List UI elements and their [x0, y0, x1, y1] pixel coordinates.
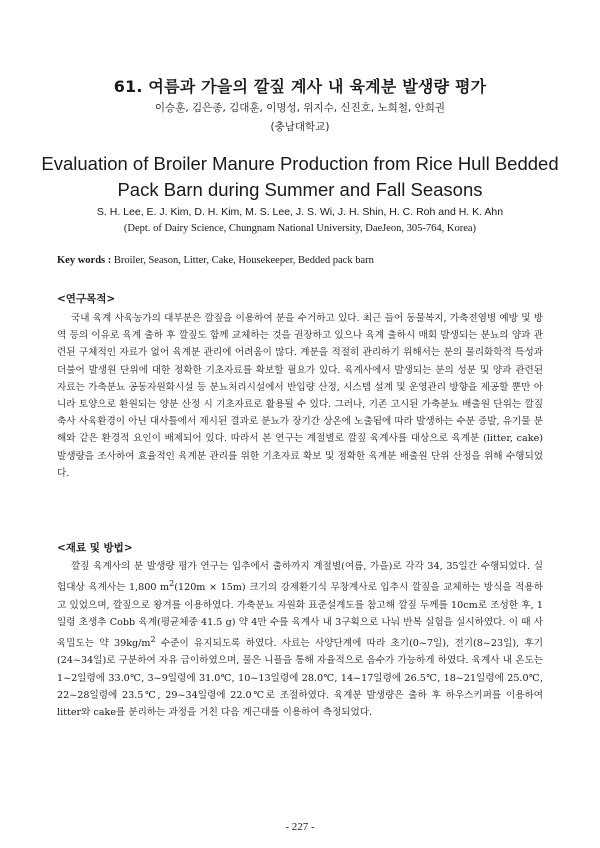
section-heading-objective: <연구목적> — [57, 293, 116, 305]
objective-paragraph: 국내 육계 사육농가의 대부분은 깔짚을 이용하여 분을 수거하고 있다. 최근 들어 동물복지, 가축전염병 예방 및 방역 등의 이유로 육계 출하 후 깔짚도 함께 교체하는 것을 권장하고 있으나 육계 출하시 매회 발생되는 분뇨의 양과 관련된 구체적인 자료가 없어 육계분 관리에 어려움이 많다. 계분을 적절히 관리하기 위해서는 분의 물리화학적 특성과 더불어 발생원 단위에 대한 정확한 기초자료를 확보할 필요가 있다. 육계사에서 발생되는 분의 성분 및 양과 관련된 자료는 가축분뇨 공동자원화시설 등 분뇨처리시설에서 반입량 산정, 시스템 설계 및 운영관리 방향을 제공할 뿐만 아니라 토양으로 환원되는 양분 산정 시 기초자료로 활용될 수 있다. 그러나, 기존 고시된 가축분뇨 배출원 단위는 깔짚 축사 사육환경이 아닌 대사틀에서 제시된 결과로 분뇨가 장기간 상온에 노출됨에 따라 발생하는 수분 증발, 유기물 분해와 같은 환경적 요인이 배제되어 있다. 따라서 본 연구는 계절별로 깔짚 육계사를 대상으로 육계분 (litter, cake) 발생량을 조사하여 효율적인 육계분 관리를 위한 기초자료 확보 및 정확한 육계분 배출원 단위 산정을 위해 수행되었다. — [57, 313, 543, 479]
methods-text-2: (120m × 15m) 크기의 강제환기식 무창계사로 입추시 깔짚을 교체하는 방식을 적용하고 있었으며, 깔짚으로 왕겨를 이용하였다. 가축분뇨 자원화 표준설계도를 참고해 깔짚 두께를 10cm로 조성한 후, 1일령 초생추 Cobb 육계(평균체중 41.5 g) 약 4만 수를 육계사 내 3구획으로 나눠 반복 실험을 실시하였다. 이 때 사육밀도는 약 39kg/m — [57, 582, 543, 650]
keywords-line — [57, 255, 557, 266]
korean-authors: 이승훈, 김은종, 김대훈, 이명성, 위지수, 신진호, 노희철, 안희권 — [154, 102, 446, 114]
english-affiliation: (Dept. of Dairy Science, Chungnam National University, DaeJeon, 305-764, Korea) — [123, 223, 477, 234]
methods-text-3: 수준이 유지되도록 하였다. 사료는 사양단계에 따라 초기(0~7일), 전기(8~23일), 후기(24~34일)로 구분하여 자유 급이하였으며, 물은 니플을 통해 자율적으로 음수가 가능하게 하였다. 육계사 내 온도는 1~2일령에 33.0℃, 3~9일령에 31.0℃, 10~13일령에 28.0℃, 14~17일령에 26.5℃, 18~21일령에 25.0℃, 22~28일령에 23.5℃, 29~34일령에 22.0℃로 조절하였다. 육계분 발생량은 출하 후 하우스키퍼를 이용하여 litter와 cake를 분리하는 과정을 거친 다음 계근대를 이용하여 측정되었다. — [57, 638, 543, 718]
section-body-methods — [57, 558, 543, 721]
methods-text-1: 깔짚 육계사의 분 발생량 평가 연구는 입추에서 출하까지 계절별(여름, 가을)로 각각 34, 35일간 수행되었다. 실험대상 육계사는 1,800 m — [57, 561, 543, 594]
page-number: - 227 - — [285, 821, 315, 833]
korean-affiliation: (충남대학교) — [270, 121, 330, 133]
english-authors: S. H. Lee, E. J. Kim, D. H. Kim, M. S. Lee, J. S. Wi, J. H. Shin, H. C. Roh and H. K. Ahn — [96, 206, 504, 218]
keywords-label: Key words : — [57, 255, 112, 266]
korean-title: 61. 여름과 가을의 깔짚 계사 내 육계분 발생량 평가 — [113, 77, 487, 96]
english-title: Evaluation of Broiler Manure Production from Rice Hull Bedded Pack Barn during Summer and Fall Seasons — [41, 153, 559, 200]
keywords-text: Broiler, Season, Litter, Cake, Housekeeper, Bedded pack barn — [113, 255, 374, 266]
methods-paragraph — [57, 558, 543, 721]
section-body-objective — [57, 310, 543, 482]
methods-superscript-1: 2 — [169, 579, 175, 589]
section-heading-methods: <재료 및 방법> — [57, 542, 133, 554]
methods-superscript-2: 2 — [150, 635, 156, 644]
